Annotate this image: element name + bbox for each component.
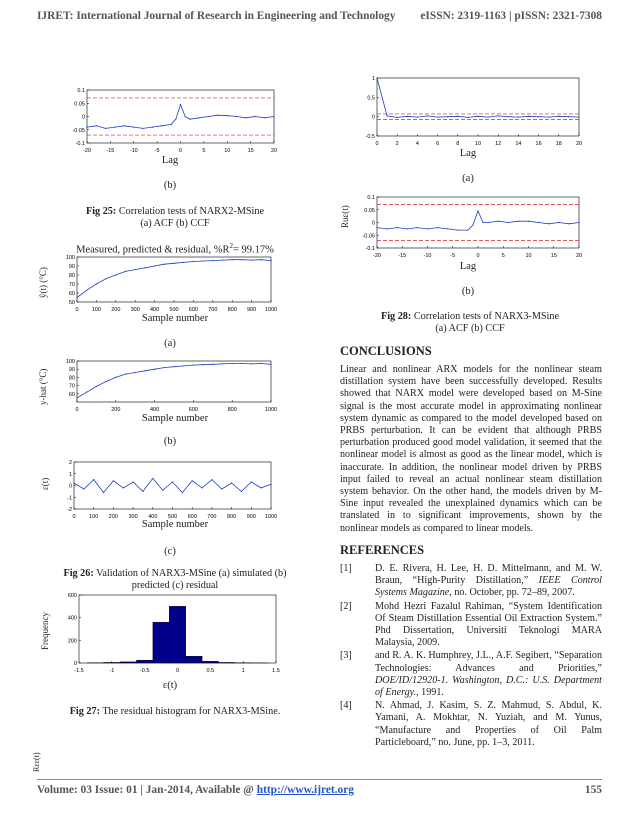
data-point bbox=[437, 116, 438, 117]
data-point bbox=[558, 116, 559, 117]
journal-title: IJRET: International Journal of Research in Engineering and Technology bbox=[37, 10, 396, 22]
x-tick-label: 12 bbox=[495, 141, 502, 147]
x-tick-label: 400 bbox=[148, 514, 158, 520]
page-footer bbox=[37, 779, 602, 796]
fig26a-ylabel: ŷ(t) (°C) bbox=[38, 267, 48, 298]
x-tick-label: -20 bbox=[373, 253, 381, 259]
data-point bbox=[261, 363, 262, 364]
data-point bbox=[264, 117, 265, 118]
data-point bbox=[183, 365, 184, 366]
chart-fig26a bbox=[55, 252, 277, 314]
data-point bbox=[270, 484, 271, 485]
data-point bbox=[212, 364, 213, 365]
data-point bbox=[124, 125, 125, 126]
y-tick-label: 0.05 bbox=[74, 101, 85, 108]
data-point bbox=[172, 481, 173, 482]
x-tick-label: 200 bbox=[108, 514, 118, 520]
reference-text: Mohd Hezri Fazalul Rahiman, “System Identification Of Steam Distillation Essential Oil Extraction System.” Phd Dissertation, Universiti Teknologi MARA Malaysia, 2009. bbox=[375, 600, 602, 649]
data-point bbox=[467, 230, 468, 231]
data-point bbox=[538, 116, 539, 117]
x-tick-label: 10 bbox=[525, 253, 532, 259]
data-point bbox=[106, 278, 107, 279]
histogram-bar bbox=[169, 606, 185, 663]
x-tick-label: 18 bbox=[555, 141, 562, 147]
data-point bbox=[96, 283, 97, 284]
x-tick-label: 14 bbox=[515, 141, 522, 147]
data-point bbox=[144, 267, 145, 268]
data-point bbox=[164, 264, 165, 265]
x-tick-label: 600 bbox=[188, 307, 198, 313]
x-tick-label: 1000 bbox=[264, 307, 277, 313]
data-point bbox=[173, 263, 174, 264]
x-tick-label: 400 bbox=[150, 307, 160, 313]
y-tick-label: 600 bbox=[67, 593, 77, 599]
y-tick-label: 0.5 bbox=[367, 95, 375, 102]
y-tick-label: -0.1 bbox=[365, 246, 375, 252]
hist-ylabel: Frequency bbox=[40, 612, 50, 650]
data-point bbox=[217, 115, 218, 116]
reference-number: [3] bbox=[340, 650, 352, 662]
data-point bbox=[135, 372, 136, 373]
data-point bbox=[221, 488, 222, 489]
footer-volume: Volume: 03 Issue: 01 | Jan-2014, Available @ http://www.ijret.org bbox=[37, 784, 354, 796]
data-point bbox=[427, 228, 428, 229]
y-tick-label: 0 bbox=[68, 483, 72, 490]
data-point bbox=[231, 483, 232, 484]
data-point bbox=[255, 116, 256, 117]
x-tick-label: 300 bbox=[128, 514, 138, 520]
x-tick-label: 20 bbox=[270, 148, 278, 154]
fig26a-xlabel: Sample number bbox=[141, 313, 209, 324]
y-tick-label: 100 bbox=[65, 255, 75, 261]
conclusions-body: Linear and nonlinear ARX models for the nonlinear steam distillation system have been successfully developed. Results showed that NARX model were developed based on M-Sine signal is the most accurate model in approximating nonlinear system dynamic as compared to the model developed based on PRBS perturbation. It can be evident that although PRBS perturbation produced good model validation, it seemed that the nonlinear model is almost as good as the linear model, which is inaccurate. In addition, the nonlinear model driven by PRBS input failed to reveal an actual nonlinear steam distillation system behavior. On the other hand, the models driven by M-Sine input revealed the unexplained dynamics which can be translated in to significant improvements, shown by the nonlinear models as compared to linear models. bbox=[340, 364, 602, 534]
data-point bbox=[115, 377, 116, 378]
data-point bbox=[251, 363, 252, 364]
chart-fig28b-ccf bbox=[355, 192, 585, 260]
y-tick-label: 60 bbox=[68, 291, 75, 297]
data-point bbox=[115, 274, 116, 275]
x-tick-label: 6 bbox=[436, 141, 440, 147]
x-tick-label: -10 bbox=[129, 148, 138, 154]
histogram-bar bbox=[120, 662, 136, 663]
data-point bbox=[106, 381, 107, 382]
data-point bbox=[437, 227, 438, 228]
data-point bbox=[183, 262, 184, 263]
data-point bbox=[142, 491, 143, 492]
y-tick-label: 90 bbox=[68, 367, 75, 374]
x-tick-label: 500 bbox=[169, 307, 179, 313]
data-point bbox=[477, 116, 478, 117]
x-tick-label: 100 bbox=[91, 307, 101, 313]
fig25-lag-label: Lag bbox=[161, 155, 179, 166]
x-tick-label: 10 bbox=[224, 148, 231, 154]
x-tick-label: 0 bbox=[375, 141, 379, 147]
y-tick-label: 0 bbox=[73, 661, 77, 667]
data-point bbox=[73, 483, 74, 484]
data-point bbox=[76, 297, 77, 298]
fig26-caption: Fig 26: Validation of NARX3-MSine (a) simulated (b) predicted (c) residual bbox=[63, 568, 287, 591]
data-point bbox=[203, 364, 204, 365]
x-tick-label: 0 bbox=[75, 307, 79, 313]
data-point bbox=[482, 222, 483, 223]
data-point bbox=[211, 479, 212, 480]
x-tick-label: 16 bbox=[535, 141, 542, 147]
data-point bbox=[152, 127, 153, 128]
x-tick-label: -15 bbox=[106, 148, 115, 154]
histogram-bar bbox=[186, 656, 202, 663]
x-tick-label: 1.5 bbox=[272, 668, 280, 674]
y-tick-label: 0 bbox=[81, 114, 85, 121]
reference-item bbox=[340, 601, 602, 650]
y-tick-label: 0.1 bbox=[367, 195, 375, 201]
y-tick-label: 1 bbox=[68, 471, 72, 478]
data-point bbox=[270, 260, 271, 261]
histogram-bar bbox=[202, 661, 218, 663]
data-point bbox=[236, 116, 237, 117]
data-point bbox=[488, 222, 489, 223]
data-point bbox=[508, 116, 509, 117]
x-tick-label: 8 bbox=[456, 141, 460, 147]
fig25-caption: Fig 25: Correlation tests of NARX2-MSine (a) ACF (b) CCF bbox=[86, 206, 264, 229]
issn: eISSN: 2319-1163 | pISSN: 2321-7308 bbox=[420, 10, 602, 22]
y-tick-label: -0.05 bbox=[72, 127, 85, 134]
x-tick-label: 400 bbox=[150, 407, 160, 413]
y-tick-label: 200 bbox=[67, 638, 77, 645]
y-tick-label: 100 bbox=[65, 359, 75, 365]
y-tick-label: 80 bbox=[68, 273, 75, 279]
data-point bbox=[477, 210, 478, 211]
data-point bbox=[173, 366, 174, 367]
reference-item bbox=[340, 563, 602, 600]
x-tick-label: 0 bbox=[178, 148, 183, 154]
data-point bbox=[203, 260, 204, 261]
data-point bbox=[103, 492, 104, 493]
data-point bbox=[96, 125, 97, 126]
data-point bbox=[488, 116, 489, 117]
y-tick-label: -1 bbox=[67, 495, 72, 502]
data-point bbox=[164, 367, 165, 368]
reference-number: [1] bbox=[340, 563, 352, 574]
fig28a-sub: (a) bbox=[462, 173, 474, 184]
data-point bbox=[578, 116, 579, 117]
fig28b-lag-label: Lag bbox=[459, 261, 477, 272]
data-point bbox=[143, 128, 144, 129]
data-point bbox=[222, 363, 223, 364]
fig26b-ylabel: y-hat (°C) bbox=[38, 368, 48, 405]
references-heading: REFERENCES bbox=[340, 543, 425, 557]
chart-fig26b bbox=[55, 356, 277, 414]
y-tick-label: -0.05 bbox=[362, 233, 375, 240]
data-point bbox=[232, 363, 233, 364]
chart-fig25b-ccf bbox=[65, 85, 280, 155]
histogram-bar bbox=[219, 662, 235, 663]
data-point bbox=[241, 363, 242, 364]
data-point bbox=[227, 115, 228, 116]
hist-xlabel: ε(t) bbox=[162, 680, 178, 691]
y-tick-label: 70 bbox=[68, 282, 75, 288]
data-point bbox=[182, 492, 183, 493]
y-tick-label: 0.05 bbox=[364, 207, 375, 214]
data-point bbox=[105, 128, 106, 129]
x-tick-label: 0.5 bbox=[206, 668, 215, 674]
histogram-bar bbox=[153, 622, 169, 663]
data-point bbox=[270, 364, 271, 365]
reference-item bbox=[340, 650, 602, 699]
reference-text: and R. A. K. Humphrey, J.L., A.F. Segibert, “Separation Technologies: Advances and Priorities,” DOE/ID/12920-1. Washington, D.C.: U.S. Department of Energy., 1991. bbox=[375, 650, 602, 699]
data-point bbox=[397, 117, 398, 118]
data-point bbox=[472, 224, 473, 225]
data-point bbox=[76, 397, 77, 398]
fig28b-sub: (b) bbox=[461, 286, 475, 297]
fig28a-lag-label: Lag bbox=[459, 148, 477, 159]
data-point bbox=[261, 487, 262, 488]
x-tick-label: 5 bbox=[501, 253, 505, 259]
data-point bbox=[193, 261, 194, 262]
data-point bbox=[518, 116, 519, 117]
y-tick-label: 90 bbox=[68, 264, 75, 270]
x-tick-label: 20 bbox=[575, 253, 583, 259]
x-tick-label: -1.5 bbox=[74, 668, 84, 674]
data-point bbox=[123, 487, 124, 488]
data-point bbox=[427, 115, 428, 116]
data-point bbox=[407, 116, 408, 117]
x-tick-label: 2 bbox=[395, 141, 399, 147]
x-tick-label: 10 bbox=[474, 141, 482, 147]
data-point bbox=[133, 127, 134, 128]
y-tick-label: 50 bbox=[68, 300, 75, 306]
fig25-sub: (b) bbox=[163, 180, 177, 191]
fig28-caption: Fig 28: Correlation tests of NARX3-MSine (a) ACF (b) CCF bbox=[381, 311, 559, 334]
data-point bbox=[180, 104, 181, 105]
y-tick-label: -2 bbox=[67, 507, 72, 513]
y-tick-label: -0.5 bbox=[365, 134, 375, 140]
conclusions-heading: CONCLUSIONS bbox=[340, 344, 432, 358]
x-tick-label: -5 bbox=[154, 148, 160, 154]
data-point bbox=[498, 221, 499, 222]
data-point bbox=[171, 124, 172, 125]
x-tick-label: 20 bbox=[575, 141, 583, 147]
fig26a-sub: (a) bbox=[164, 338, 176, 349]
fig26c-xlabel: Sample number bbox=[141, 519, 209, 530]
y-tick-label: -0.1 bbox=[75, 141, 85, 147]
x-tick-label: 800 bbox=[227, 407, 237, 413]
data-point bbox=[447, 228, 448, 229]
footer-page-number: 155 bbox=[584, 784, 602, 796]
x-tick-label: 0 bbox=[72, 514, 76, 520]
data-point bbox=[457, 230, 458, 231]
y-tick-label: 0 bbox=[371, 220, 375, 227]
x-tick-label: 900 bbox=[246, 514, 256, 520]
data-point bbox=[189, 119, 190, 120]
data-point bbox=[86, 392, 87, 393]
data-point bbox=[113, 480, 114, 481]
data-point bbox=[241, 259, 242, 260]
histogram-bar bbox=[136, 660, 152, 663]
x-tick-label: 700 bbox=[207, 514, 217, 520]
data-point bbox=[185, 116, 186, 117]
data-point bbox=[387, 115, 388, 116]
x-tick-label: 200 bbox=[111, 407, 121, 413]
fig27-caption: Fig 27: The residual histogram for NARX3-MSine. bbox=[69, 706, 281, 717]
data-point bbox=[578, 222, 579, 223]
reference-number: [4] bbox=[340, 700, 352, 712]
page-header bbox=[37, 10, 602, 22]
fig26c-sub: (c) bbox=[164, 546, 176, 557]
data-point bbox=[125, 374, 126, 375]
plot-frame bbox=[377, 78, 579, 136]
data-point bbox=[417, 116, 418, 117]
data-point bbox=[241, 491, 242, 492]
data-point bbox=[96, 386, 97, 387]
y-tick-label: 1 bbox=[371, 76, 375, 82]
footer-url-link[interactable]: http://www.ijret.org bbox=[256, 784, 354, 796]
data-point bbox=[161, 125, 162, 126]
y-tick-label: 80 bbox=[68, 375, 75, 382]
data-point bbox=[175, 119, 176, 120]
data-point bbox=[251, 481, 252, 482]
x-tick-label: 1000 bbox=[264, 514, 277, 520]
x-tick-label: 300 bbox=[130, 307, 140, 313]
data-point bbox=[125, 271, 126, 272]
data-point bbox=[154, 369, 155, 370]
data-point bbox=[154, 265, 155, 266]
x-tick-label: 0 bbox=[175, 668, 180, 674]
x-tick-label: 500 bbox=[167, 514, 178, 520]
data-point bbox=[498, 115, 499, 116]
chart-fig28a-acf bbox=[355, 73, 585, 148]
x-tick-label: 700 bbox=[208, 307, 218, 313]
y-tick-label: 400 bbox=[67, 615, 77, 622]
bottom-stray-ylabel: Rεε(t) bbox=[32, 752, 41, 772]
data-point bbox=[407, 228, 408, 229]
data-point bbox=[518, 221, 519, 222]
data-point bbox=[558, 222, 559, 223]
data-point bbox=[568, 116, 569, 117]
data-point bbox=[568, 223, 569, 224]
data-point bbox=[208, 116, 209, 117]
x-tick-label: -20 bbox=[83, 148, 91, 154]
data-point bbox=[193, 365, 194, 366]
fig26c-ylabel: ε(t) bbox=[40, 477, 50, 490]
data-point bbox=[273, 116, 274, 117]
data-point bbox=[93, 479, 94, 480]
x-tick-label: 5 bbox=[202, 148, 206, 154]
fig26a-title: Measured, predicted & residual, $\%R^2= 99.17\%$ bbox=[76, 242, 274, 256]
data-point bbox=[162, 490, 163, 491]
references-list bbox=[340, 563, 602, 750]
data-point bbox=[528, 116, 529, 117]
plot-frame bbox=[74, 462, 271, 509]
y-tick-label: 2 bbox=[68, 460, 72, 466]
data-point bbox=[135, 269, 136, 270]
x-tick-label: 15 bbox=[550, 253, 557, 259]
x-tick-label: 800 bbox=[227, 307, 237, 313]
x-tick-label: 0 bbox=[476, 253, 480, 259]
data-point bbox=[397, 227, 398, 228]
data-point bbox=[457, 116, 458, 117]
reference-text: D. E. Rivera, H. Lee, H. D. Mittelmann, and M. W. Braun, “High-Purity Distillation,” IEEE Control Systems Magazine, no. October, pp. 72–89, 2007. bbox=[375, 563, 602, 599]
data-point bbox=[447, 116, 448, 117]
fig26b-xlabel: Sample number bbox=[141, 413, 209, 424]
x-tick-label: -1 bbox=[109, 668, 115, 674]
reference-item bbox=[340, 700, 602, 749]
x-tick-label: -5 bbox=[450, 253, 456, 259]
y-tick-label: 60 bbox=[68, 391, 75, 398]
data-point bbox=[261, 259, 262, 260]
reference-text: N. Ahmad, J. Kasim, S. Z. Mahmud, S. Abdul, K. Yamani, A. Mokhtar, N. Yuziah, and M. Yunus, “Manufacture and Properties of Oil Palm Particleboard,” no. June, pp. 1–3, 2011. bbox=[375, 700, 602, 748]
fig28b-ylabel: Ruε(t) bbox=[340, 205, 350, 228]
x-tick-label: 4 bbox=[415, 141, 419, 147]
data-point bbox=[548, 116, 549, 117]
chart-fig26c bbox=[52, 457, 277, 521]
x-tick-label: -0.5 bbox=[139, 668, 150, 674]
x-tick-label: 1000 bbox=[264, 407, 277, 413]
data-point bbox=[212, 260, 213, 261]
reference-number: [2] bbox=[340, 600, 352, 612]
x-tick-label: -15 bbox=[398, 253, 407, 259]
x-tick-label: 100 bbox=[89, 514, 99, 520]
x-tick-label: 900 bbox=[247, 307, 257, 313]
fig26b-sub: (b) bbox=[163, 436, 177, 447]
chart-fig27-histogram bbox=[57, 590, 282, 675]
x-tick-label: 600 bbox=[187, 514, 197, 520]
data-point bbox=[232, 259, 233, 260]
data-point bbox=[417, 227, 418, 228]
x-tick-label: 1 bbox=[241, 668, 245, 674]
data-point bbox=[86, 127, 87, 128]
y-tick-label: 0.1 bbox=[77, 88, 85, 94]
data-point bbox=[222, 260, 223, 261]
data-point bbox=[144, 370, 145, 371]
data-point bbox=[201, 487, 202, 488]
data-point bbox=[387, 228, 388, 229]
x-tick-label: 200 bbox=[111, 307, 121, 313]
data-point bbox=[508, 222, 509, 223]
data-point bbox=[192, 480, 193, 481]
data-point bbox=[548, 223, 549, 224]
data-point bbox=[83, 488, 84, 489]
y-tick-label: 70 bbox=[68, 383, 75, 390]
x-tick-label: 800 bbox=[227, 514, 237, 520]
data-point bbox=[152, 478, 153, 479]
y-tick-label: 0 bbox=[371, 114, 375, 121]
x-tick-label: 0 bbox=[75, 407, 79, 413]
histogram-bar bbox=[104, 662, 120, 663]
data-point bbox=[467, 117, 468, 118]
x-tick-label: 600 bbox=[188, 407, 198, 413]
x-tick-label: -10 bbox=[423, 253, 432, 259]
data-point bbox=[86, 290, 87, 291]
data-point bbox=[199, 117, 200, 118]
data-point bbox=[376, 77, 377, 78]
x-tick-label: 15 bbox=[247, 148, 254, 154]
data-point bbox=[376, 227, 377, 228]
data-point bbox=[245, 117, 246, 118]
data-point bbox=[114, 127, 115, 128]
data-point bbox=[538, 222, 539, 223]
data-point bbox=[133, 481, 134, 482]
data-point bbox=[528, 221, 529, 222]
data-point bbox=[251, 260, 252, 261]
